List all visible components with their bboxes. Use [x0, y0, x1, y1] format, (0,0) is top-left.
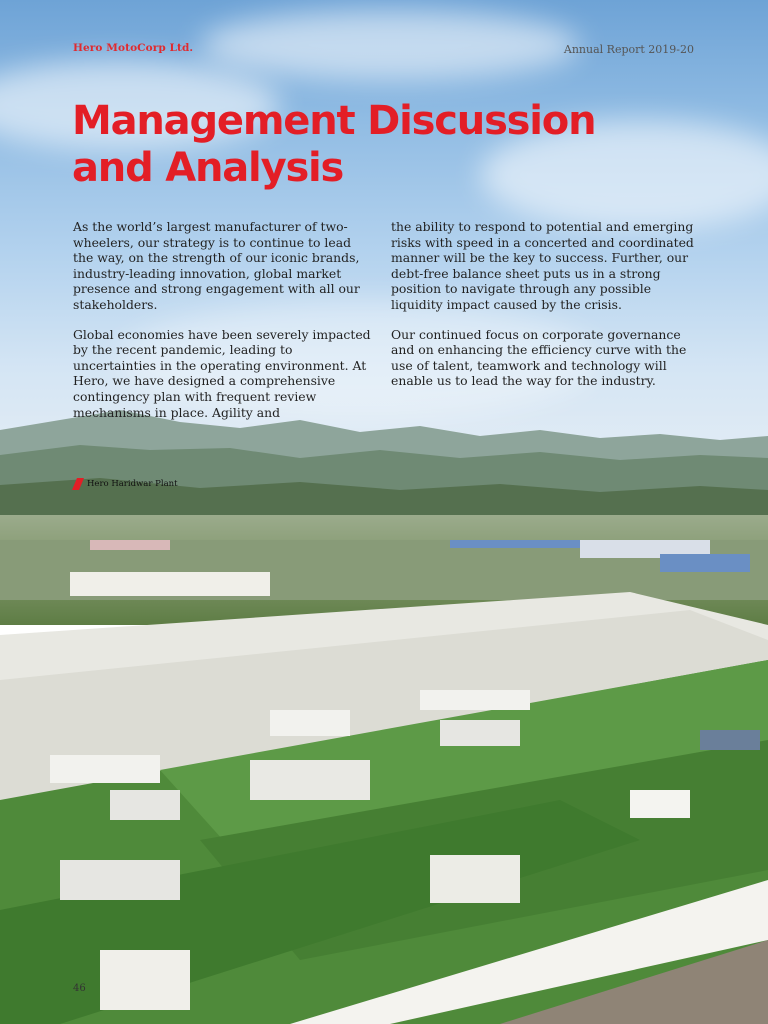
- caption-text: Hero Haridwar Plant: [87, 479, 178, 489]
- paragraph: the ability to respond to potential and emerging risks with speed in a concerted and coordinated manner will be the key to success. Further, our debt-free balance sheet puts us in a strong position to navigate through any possible liquidity impact caused by the crisis.: [391, 219, 694, 312]
- paragraph: Our continued focus on corporate governance and on enhancing the efficiency curve with the use of talent, teamwork and technology will enable us to lead the way for the industry.: [391, 326, 687, 389]
- paragraph: Global economies have been severely impacted by the recent pandemic, leading to uncertainties in the operating environment. At Hero, we have designed a comprehensive contingency plan with frequent review mechanisms in place. Agility and: [73, 326, 371, 420]
- factory-aerial: [0, 540, 768, 1024]
- cloud: [200, 10, 580, 80]
- paragraph: As the world’s largest manufacturer of two-wheelers, our strategy is to continue to lead the way, on the strength of our iconic brands, industry-leading innovation, global market presence and strong engagement with all our stakeholders.: [73, 219, 360, 312]
- body-column-left: [73, 219, 371, 434]
- body-column-right: [391, 219, 696, 403]
- page-number: 46: [73, 983, 86, 994]
- company-name: Hero MotoCorp Ltd.: [73, 42, 194, 54]
- report-title: Annual Report 2019-20: [563, 43, 694, 56]
- page-title: Management Discussion and Analysis: [72, 98, 596, 191]
- caption-slash-icon: [72, 478, 84, 490]
- photo-caption: [72, 478, 178, 490]
